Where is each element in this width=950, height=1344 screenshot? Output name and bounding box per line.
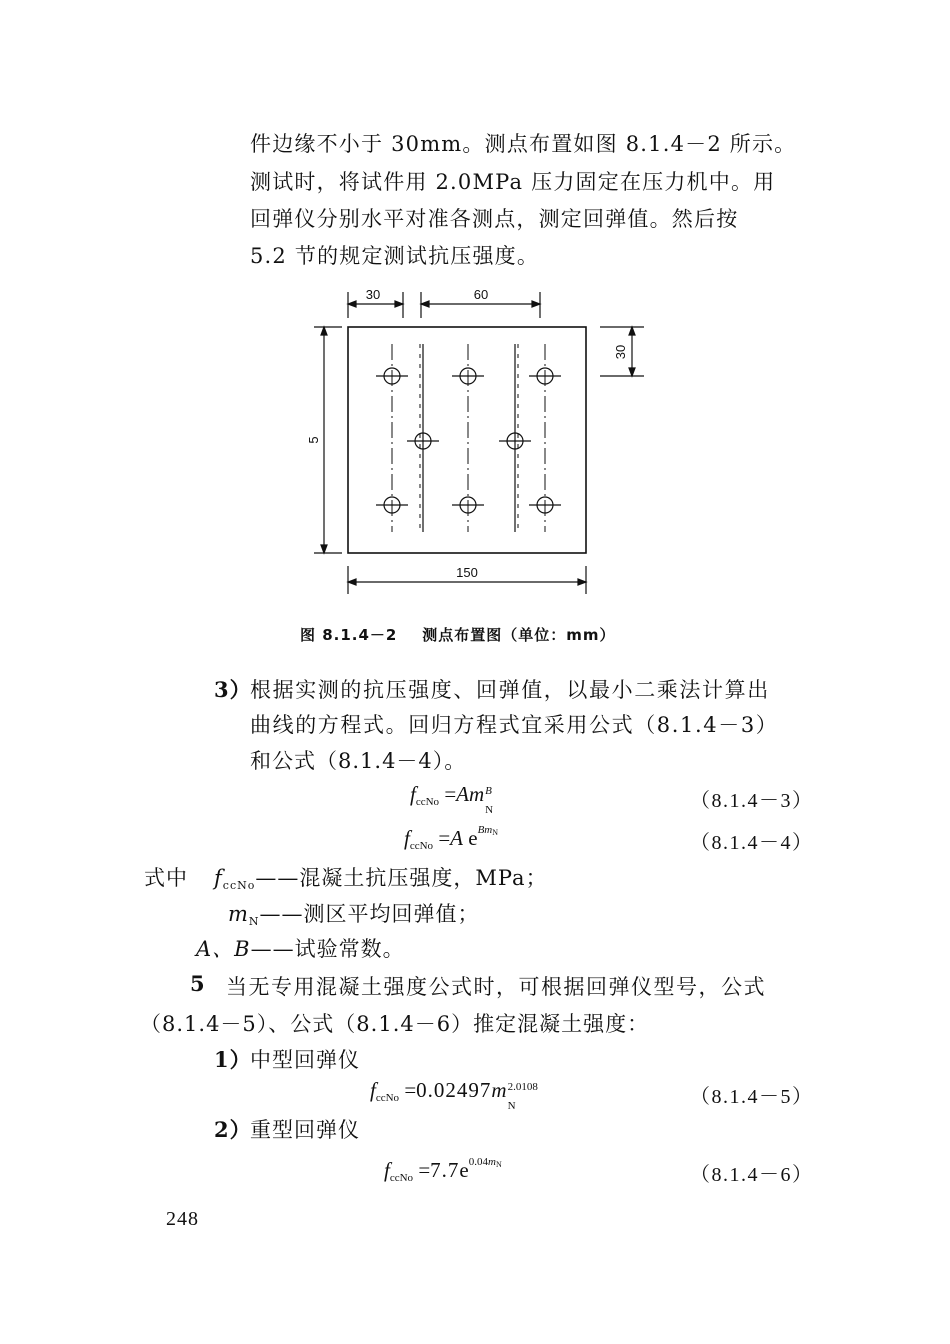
dim-top-left-label: 30 (365, 287, 381, 302)
intro-line-2: 测试时，将试件用 2.0MPa 压力固定在压力机中。用 (250, 170, 776, 194)
intro-line-1: 件边缘不小于 30mm。测点布置如图 8.1.4－2 所示。 (250, 132, 797, 156)
specimen-outline (348, 327, 586, 553)
sub-item-2-text: 重型回弹仪 (250, 1118, 360, 1142)
formula-8-1-4-4: $f_{ccNo} =A$ $e^{BmN}$ (404, 824, 499, 852)
figure-caption-text: 测点布置图（单位：mm） (422, 626, 616, 644)
equation-number-8-1-4-3: （8.1.4－3） (690, 790, 814, 812)
equation-number-8-1-4-5: （8.1.4－5） (690, 1086, 814, 1108)
figure-caption (300, 624, 616, 645)
item-5-number: 5 (190, 971, 206, 996)
sub-item-2-marker: 2） (214, 1117, 252, 1142)
definition-fccno: $f_{ccNo}——$混凝土抗压强度，MPa； (214, 866, 548, 892)
dim-bottom-label: 150 (456, 565, 478, 580)
formula-8-1-4-3: $f_{ccNo} =Am$ B N (410, 782, 494, 816)
dim-left-label: 5 (306, 436, 321, 444)
measuring-point-diagram (300, 282, 660, 602)
figure-caption-number: 图 8.1.4－2 (300, 626, 398, 644)
intro-line-4: 5.2 节的规定测试抗压强度。 (250, 244, 540, 268)
definitions-lead: 式中 (144, 866, 188, 890)
item-3-marker: 3） (214, 677, 252, 702)
definition-mn: $m_N——$测区平均回弹值； (228, 902, 480, 928)
item-3-line-1: 根据实测的抗压强度、回弹值，以最小二乘法计算出 (250, 678, 770, 702)
equation-number-8-1-4-6: （8.1.4－6） (690, 1164, 814, 1186)
dim-top-right-label: 60 (473, 287, 489, 302)
page-number: 248 (166, 1208, 199, 1230)
equation-number-8-1-4-4: （8.1.4－4） (690, 832, 814, 854)
dim-right-label: 30 (613, 344, 628, 360)
intro-line-3: 回弹仪分别水平对准各测点，测定回弹值。然后按 (250, 207, 739, 231)
definition-a-b: A、B——试验常数。 (196, 937, 405, 961)
formula-8-1-4-5: $f_{ccNo} =0.02497m$ 2.0108 N (370, 1078, 538, 1112)
item-5-line-2: （8.1.4－5）、公式（8.1.4－6）推定混凝土强度： (140, 1012, 650, 1036)
item-5-line-1: 当无专用混凝土强度公式时，可根据回弹仪型号，公式 (226, 975, 766, 999)
item-3-line-2: 曲线的方程式。回归方程式宜采用公式（8.1.4－3） (250, 713, 779, 737)
sub-item-1-text: 中型回弹仪 (250, 1048, 360, 1072)
item-3-line-3: 和公式（8.1.4－4）。 (250, 749, 467, 773)
formula-8-1-4-6: $f_{ccNo} =7.7e^{0.04mN}$ (384, 1156, 502, 1184)
sub-item-1-marker: 1） (214, 1047, 252, 1072)
